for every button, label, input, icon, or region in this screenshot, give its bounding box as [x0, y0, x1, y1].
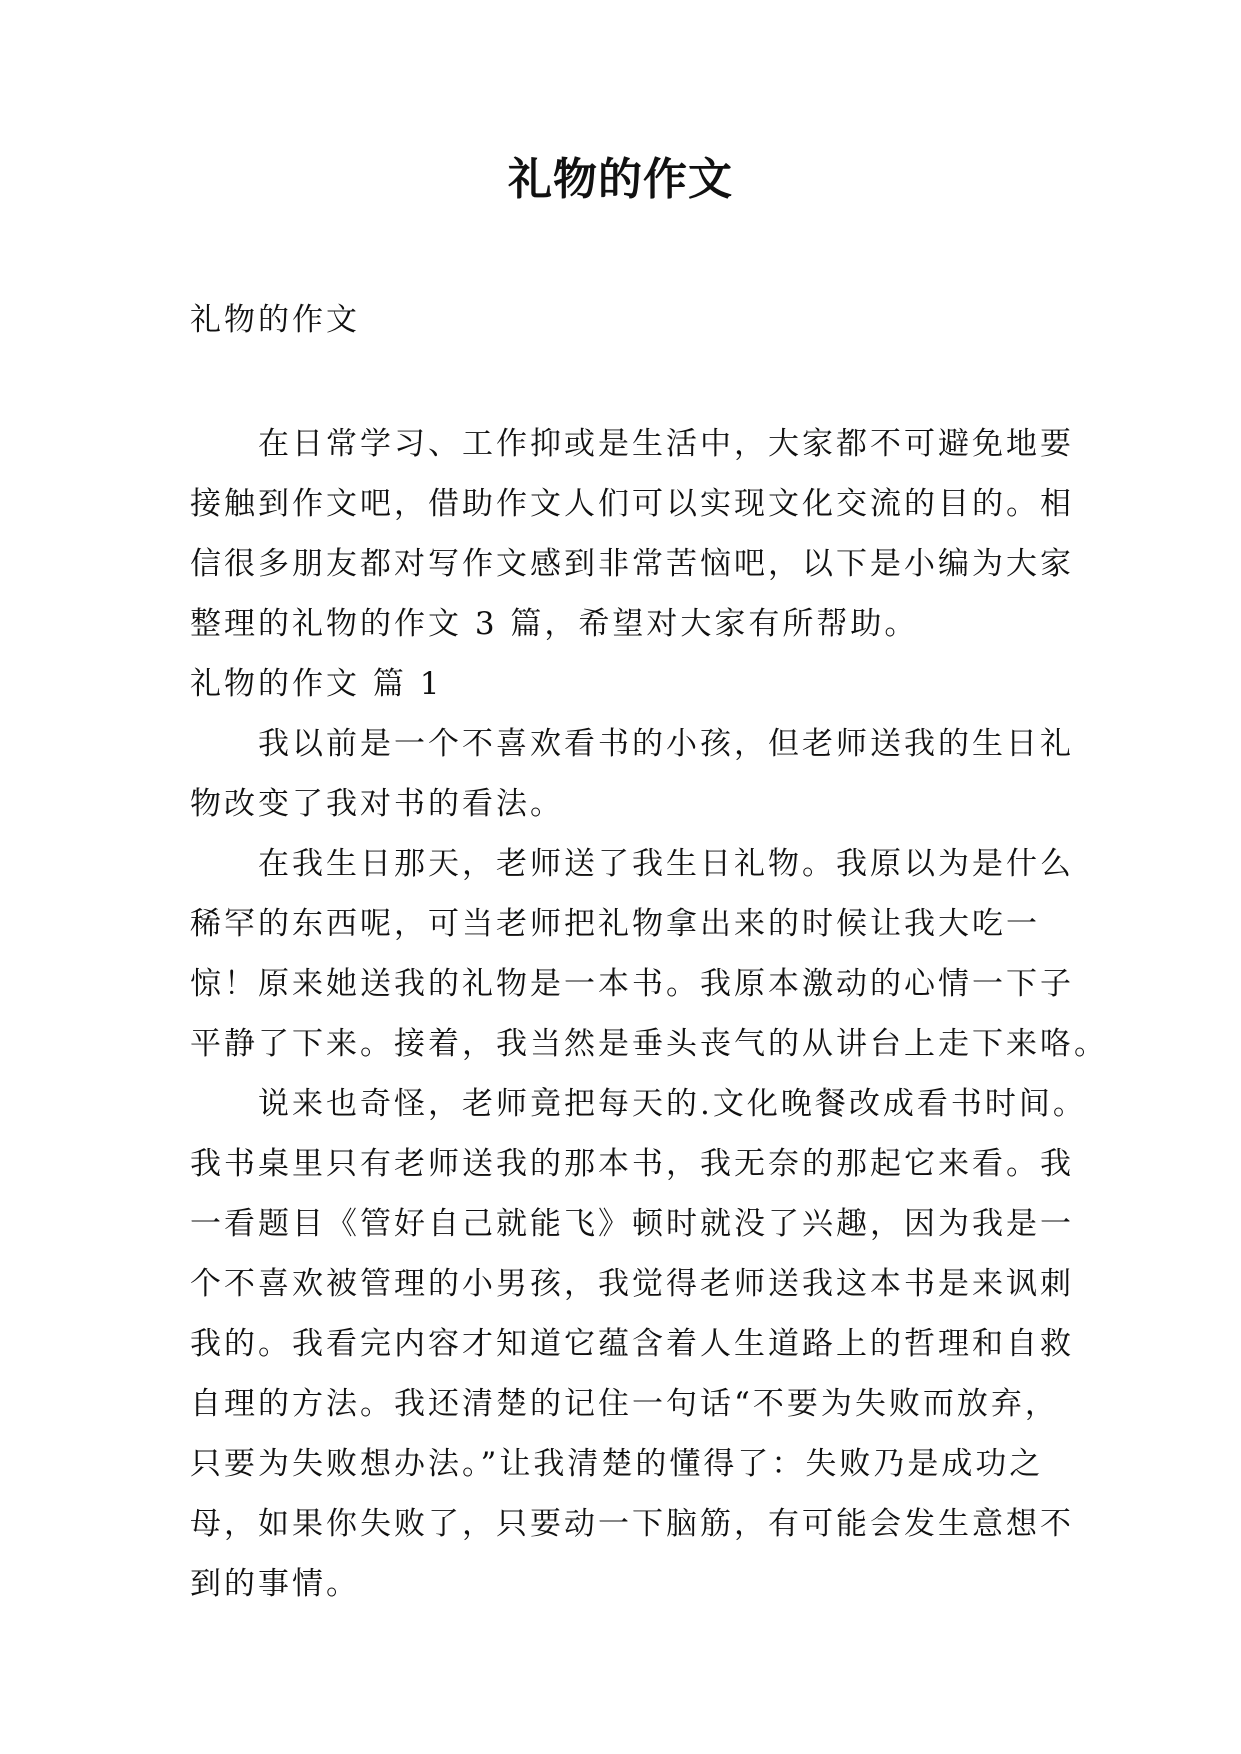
- text-line: 我以前是一个不喜欢看书的小孩，但老师送我的生日礼: [190, 726, 1074, 762]
- text-line: 惊！原来她送我的礼物是一本书。我原本激动的心情一下子: [190, 966, 1074, 1002]
- intro-paragraph: [190, 414, 1074, 654]
- paragraph-3: [190, 1074, 1087, 1614]
- text-line: 接触到作文吧，借助作文人们可以实现文化交流的目的。相: [190, 486, 1074, 522]
- text-line: 我的。我看完内容才知道它蕴含着人生道路上的哲理和自救: [190, 1326, 1074, 1362]
- paragraph-2: [190, 834, 1108, 1074]
- text-line: 一看题目《管好自己就能飞》顿时就没了兴趣，因为我是一: [190, 1206, 1074, 1242]
- paragraph-1: [190, 714, 1074, 834]
- text-line: 信很多朋友都对写作文感到非常苦恼吧，以下是小编为大家: [190, 546, 1074, 582]
- text-line: 到的事情。: [190, 1566, 360, 1602]
- text-line: 只要为失败想办法。”让我清楚的懂得了：失败乃是成功之: [190, 1446, 1044, 1482]
- text-line: 自理的方法。我还清楚的记住一句话“不要为失败而放弃，: [190, 1386, 1059, 1422]
- text-line: 物改变了我对书的看法。: [190, 786, 564, 822]
- text-line: 我书桌里只有老师送我的那本书，我无奈的那起它来看。我: [190, 1146, 1074, 1182]
- text-line: 说来也奇怪，老师竟把每天的.文化晚餐改成看书时间。: [190, 1086, 1087, 1122]
- text-line: 在我生日那天，老师送了我生日礼物。我原以为是什么: [190, 846, 1074, 882]
- text-line: 整理的礼物的作文 3 篇，希望对大家有所帮助。: [190, 606, 919, 642]
- document-subtitle: 礼物的作文: [190, 302, 360, 338]
- text-line: 在日常学习、工作抑或是生活中，大家都不可避免地要: [190, 426, 1074, 462]
- text-line: 母，如果你失败了，只要动一下脑筋，有可能会发生意想不: [190, 1506, 1074, 1542]
- document-body: [190, 290, 1108, 1614]
- section-heading: 礼物的作文 篇 1: [190, 666, 443, 702]
- text-line: 稀罕的东西呢，可当老师把礼物拿出来的时候让我大吃一: [190, 906, 1040, 942]
- text-line: 平静了下来。接着，我当然是垂头丧气的从讲台上走下来咯。: [190, 1026, 1108, 1062]
- text-line: 个不喜欢被管理的小男孩，我觉得老师送我这本书是来讽刺: [190, 1266, 1074, 1302]
- document-title: 礼物的作文: [508, 154, 733, 205]
